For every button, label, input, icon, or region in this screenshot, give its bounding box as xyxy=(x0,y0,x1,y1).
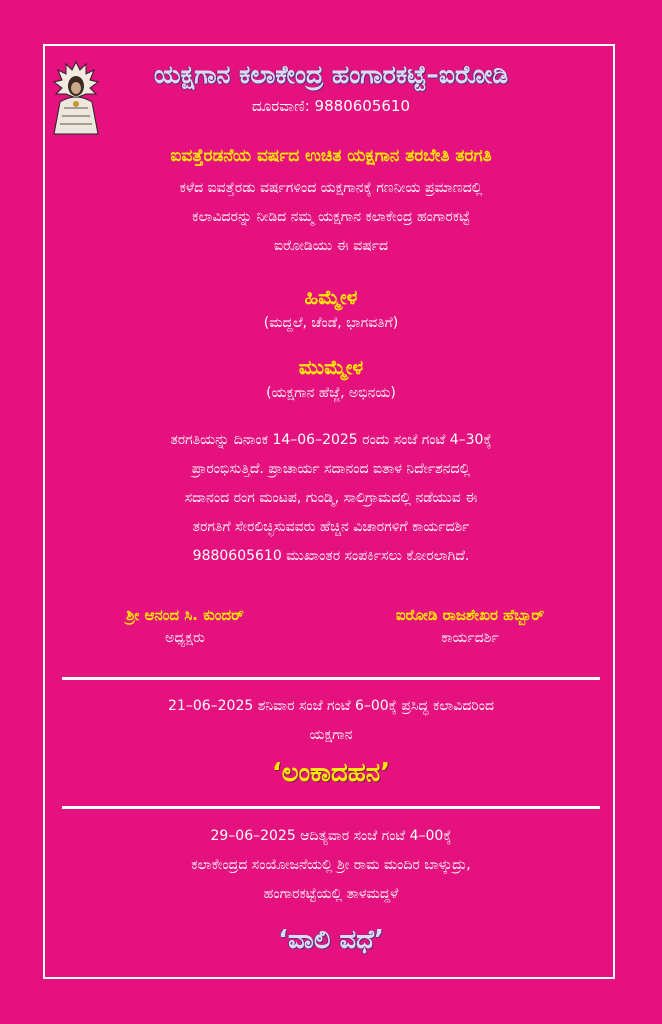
event2-line: 29–06–2025 ಆದಿತ್ಯವಾರ ಸಂಜೆ ಗಂಟೆ 4–00ಕ್ಕೆ xyxy=(210,828,452,844)
event1-paragraph xyxy=(48,692,614,750)
event1-line: 21–06–2025 ಶನಿವಾರ ಸಂಜೆ ಗಂಟೆ 6–00ಕ್ಕೆ ಪ್ರಸಿದ್ಧ ಕಲಾವಿದರಿಂದ xyxy=(168,698,494,714)
event2-paragraph xyxy=(48,822,614,909)
event2-line: ಹಂಗಾರಕಟ್ಟೆಯಲ್ಲಿ ತಾಳಮದ್ದಳೆ xyxy=(263,886,399,902)
phone-number: ದೂರವಾಣಿ: 9880605610 xyxy=(252,97,410,115)
details-line: ಪ್ರಾರಂಭಿಸುತ್ತಿದೆ. ಪ್ರಾಚಾರ್ಯ ಸದಾನಂದ ಐತಾಳ ನಿರ್ದೇಶನದಲ್ಲಿ xyxy=(191,461,471,477)
signatory-secretary xyxy=(325,606,615,646)
organization-title: ಯಕ್ಷಗಾನ ಕಲಾಕೇಂದ್ರ ಹಂಗಾರಕಟ್ಟೆ–ಐರೋಡಿ xyxy=(153,60,509,89)
intro-line: ಕಲಾವಿದರನ್ನು ನೀಡಿದ ನಮ್ಮ ಯಕ್ಷಗಾನ ಕಲಾಕೇಂದ್ರ ಹಂಗಾರಕಟ್ಟೆ xyxy=(192,209,470,225)
event2-title: ‘ವಾಲಿ ವಧೆ’ xyxy=(278,925,384,955)
event1-line: ಯಕ್ಷಗಾನ xyxy=(309,727,353,743)
event1-title: ‘ಲಂಕಾದಹನ’ xyxy=(271,758,391,788)
details-line: 9880605610 ಮುಖಾಂತರ ಸಂಪರ್ಕಿಸಲು ಕೋರಲಾಗಿದೆ. xyxy=(192,548,470,564)
course-himmela-title: ಹಿಮ್ಮೇಳ xyxy=(304,285,358,309)
signatory-role: ಅಧ್ಯಕ್ಷರು xyxy=(165,630,205,646)
intro-line: ಕಳೆದ ಐವತ್ತೆರಡು ವರ್ಷಗಳಿಂದ ಯಕ್ಷಗಾನಕ್ಕೆ ಗಣನೀಯ ಪ್ರಮಾಣದಲ್ಲಿ xyxy=(179,180,483,196)
event2-line: ಕಲಾಕೇಂದ್ರದ ಸಂಯೋಜನೆಯಲ್ಲಿ ಶ್ರೀ ರಾಮ ಮಂದಿರ ಬಾಳ್ಕುದ್ರು, xyxy=(191,857,471,873)
course-himmela-subtitle: (ಮದ್ದಲೆ, ಚೆಂಡೆ, ಭಾಗವತಿಗೆ) xyxy=(263,315,399,331)
details-paragraph xyxy=(48,426,614,571)
section-divider xyxy=(62,806,600,809)
notice-heading: ಐವತ್ತೆರಡನೆಯ ವರ್ಷದ ಉಚಿತ ಯಕ್ಷಗಾನ ತರಬೇತಿ ತರಗತಿ xyxy=(170,146,492,166)
course-mummela-title: ಮುಮ್ಮೇಳ xyxy=(298,355,364,379)
details-line: ತರಗತಿಯನ್ನು ದಿನಾಂಕ 14–06–2025 ರಂದು ಸಂಜೆ ಗಂಟೆ 4–30ಕ್ಕೆ xyxy=(170,432,492,448)
intro-line: ಐರೋಡಿಯು ಈ ವರ್ಷದ xyxy=(273,238,389,254)
details-line: ತರಗತಿಗೆ ಸೇರಲಿಚ್ಛಿಸುವವರು ಹೆಚ್ಚಿನ ವಿಚಾರಗಳಿಗೆ ಕಾರ್ಯದರ್ಶಿ xyxy=(192,519,470,535)
signatory-role: ಕಾರ್ಯದರ್ಶಿ xyxy=(441,630,499,646)
signatory-name: ಐರೋಡಿ ರಾಜಶೇಖರ ಹೆಬ್ಬಾರ್ xyxy=(395,606,545,624)
section-divider xyxy=(62,677,600,680)
signatory-president xyxy=(75,606,295,646)
details-line: ಸದಾನಂದ ರಂಗ ಮಂಟಪ, ಗುಂಡ್ಮಿ, ಸಾಲಿಗ್ರಾಮದಲ್ಲಿ ನಡೆಯುವ ಈ xyxy=(184,490,478,506)
signatory-name: ಶ್ರೀ ಆನಂದ ಸಿ. ಕುಂದರ್ xyxy=(126,606,244,624)
intro-paragraph xyxy=(48,174,614,261)
course-mummela-subtitle: (ಯಕ್ಷಗಾನ ಹೆಜ್ಜೆ, ಅಭಿನಯ) xyxy=(266,385,396,401)
